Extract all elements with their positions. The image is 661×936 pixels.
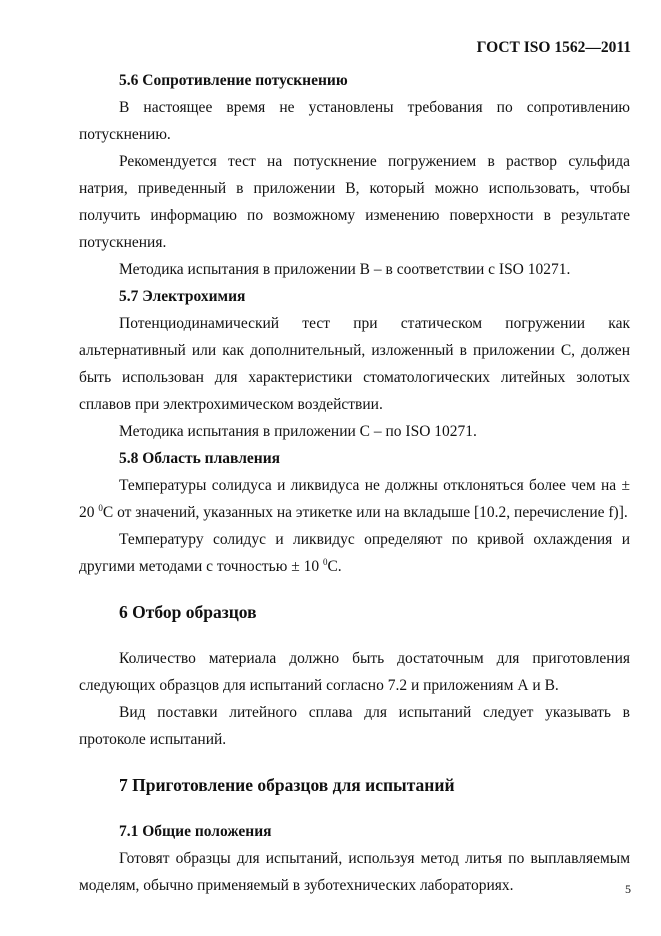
page-content — [79, 67, 630, 899]
paragraph — [79, 526, 630, 580]
paragraph: В настоящее время не установлены требования по сопротивлению потускнению. — [79, 99, 630, 143]
section-7-title: 7 Приготовление образцов для испытаний — [119, 775, 455, 795]
section-7-1-title: 7.1 Общие положения — [119, 823, 272, 840]
paragraph: Рекомендуется тест на потускнение погружением в раствор сульфида натрия, приведенный в приложении В, который можно использовать, чтобы получить информацию по возможному изменению поверхности в результате потускнения. — [79, 153, 630, 251]
section-6-title: 6 Отбор образцов — [119, 602, 257, 622]
page-number: 5 — [625, 882, 631, 896]
paragraph: Готовят образцы для испытаний, используя метод литья по выплавляемым моделям, обычно применяемый в зуботехнических лабораториях. — [79, 850, 630, 894]
section-5-6-title: 5.6 Сопротивление потускнению — [119, 72, 348, 89]
paragraph: Методика испытания в приложении В – в соответствии с ISO 10271. — [119, 261, 571, 278]
paragraph — [79, 472, 630, 526]
section-5-8-title: 5.8 Область плавления — [119, 450, 281, 467]
degree-superscript: 0 — [322, 557, 328, 567]
section-5-7-title: 5.7 Электрохимия — [119, 288, 246, 305]
text-run: Температуру солидус и ликвидус определяют по кривой охлаждения и другими методами с точностью ± 10 — [79, 531, 630, 575]
text-run: С от значений, указанных на этикетке или на вкладыше [10.2, перечисление f)]. — [102, 504, 628, 521]
standard-header: ГОСТ ISO 1562—2011 — [476, 39, 631, 56]
paragraph: Методика испытания в приложении С – по ISO 10271. — [119, 423, 477, 440]
paragraph: Количество материала должно быть достаточным для приготовления следующих образцов для испытаний согласно 7.2 и приложениям А и В. — [79, 650, 630, 694]
paragraph: Потенциодинамический тест при статическом погружении как альтернативный или как дополнительный, изложенный в приложении С, должен быть использован для характеристики стоматологических литейных золотых сплавов при электрохимическом воздействии. — [79, 315, 630, 413]
text-run: Температуры солидуса и ликвидуса не должны отклоняться более чем на ± 20 — [79, 477, 630, 521]
degree-superscript: 0 — [98, 503, 103, 513]
paragraph: Вид поставки литейного сплава для испытаний следует указывать в протоколе испытаний. — [79, 704, 630, 748]
text-run: С. — [327, 558, 342, 575]
